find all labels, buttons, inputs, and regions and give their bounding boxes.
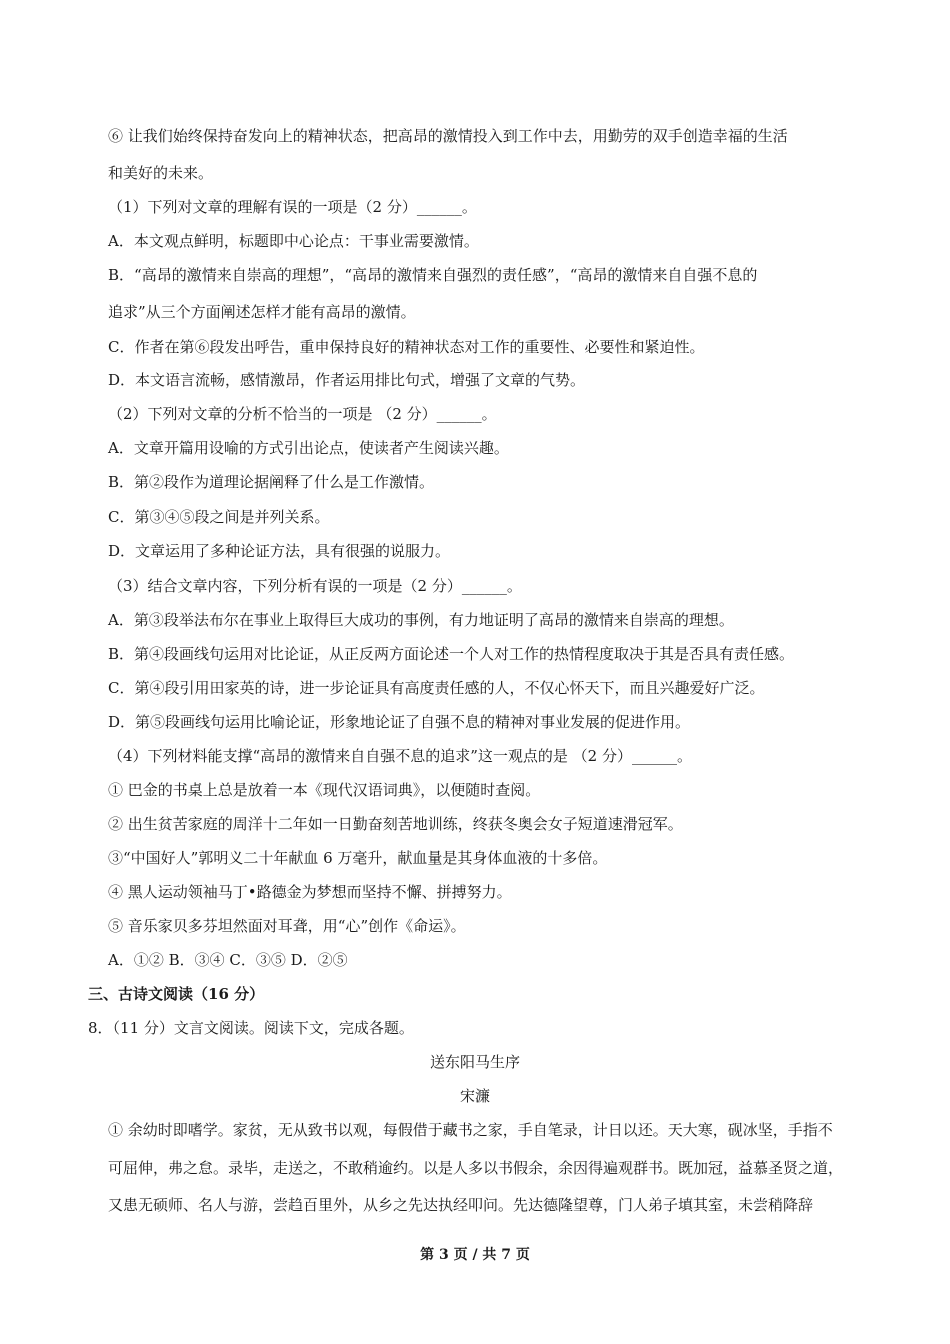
q3-option-b: B．第④段画线句运用对比论证，从正反两方面论述一个人对工作的热情程度取决于其是否具有责任感。 [108,645,795,663]
essay-title: 送东阳马生序 [429,1053,520,1071]
q4-material-3: ③“中国好人”郭明义二十年献血 6 万毫升，献血量是其身体血液的十多倍。 [108,849,608,867]
q1-option-c: C．作者在第⑥段发出呼告，重申保持良好的精神状态对工作的重要性、必要性和紧迫性。 [108,338,705,356]
section-heading: 三、古诗文阅读（16 分） [88,985,265,1003]
q4-material-4: ④ 黑人运动领袖马丁•路德金为梦想而坚持不懈、拼搏努力。 [108,883,512,901]
q4-material-1: ① 巴金的书桌上总是放着一本《现代汉语词典》，以便随时查阅。 [108,781,541,799]
q4-material-5: ⑤ 音乐家贝多芬坦然面对耳聋，用“心”创作《命运》。 [108,917,466,935]
q3-option-c: C．第④段引用田家英的诗，进一步论证具有高度责任感的人，不仅心怀天下，而且兴趣爱好广泛。 [108,679,765,697]
q1-option-d: D．本文语言流畅，感情激昂，作者运用排比句式，增强了文章的气势。 [108,371,586,389]
q2-option-c: C．第③④⑤段之间是并列关系。 [108,508,330,526]
q1-option-a: A．本文观点鲜明，标题即中心论点：干事业需要激情。 [108,232,479,250]
page-footer: 第 3 页 / 共 7 页 [420,1247,530,1263]
essay-line-3: 又患无硕师、名人与游，尝趋百里外，从乡之先达执经叩问。先达德隆望尊，门人弟子填其室，未尝稍降辞 [108,1196,814,1214]
q3-option-d: D．第⑤段画线句运用比喻论证，形象地论证了自强不息的精神对事业发展的促进作用。 [108,713,691,731]
q2-stem: （2）下列对文章的分析不恰当的一项是 （2 分）______。 [108,405,497,423]
q4-answer-options: A．①② B．③④ C．③⑤ D．②⑤ [108,951,348,969]
q2-option-a: A．文章开篇用设喻的方式引出论点，使读者产生阅读兴趣。 [108,439,509,457]
essay-line-1: ① 余幼时即嗜学。家贫，无从致书以观，每假借于藏书之家，手自笔录，计日以还。天大寒，砚冰坚，手指不 [108,1121,833,1139]
q3-option-a: A．第③段举法布尔在事业上取得巨大成功的事例，有力地证明了高昂的激情来自崇高的理想。 [108,611,734,629]
q1-option-b-line2: 追求”从三个方面阐述怎样才能有高昂的激情。 [108,303,416,321]
passage-para6-line2: 和美好的未来。 [108,164,214,182]
essay-author: 宋濂 [459,1087,490,1105]
q4-material-2: ② 出生贫苦家庭的周洋十二年如一日勤奋刻苦地训练，终获冬奥会女子短道速滑冠军。 [108,815,683,833]
q4-stem: （4）下列材料能支撑“高昂的激情来自自强不息的追求”这一观点的是 （2 分）______。 [108,747,692,765]
essay-line-2: 可屈伸，弗之怠。录毕，走送之，不敢稍逾约。以是人多以书假余，余因得遍观群书。既加冠，益慕圣贤之道， [108,1159,844,1177]
q1-stem: （1）下列对文章的理解有误的一项是（2 分）______。 [108,198,477,216]
passage-para6-line1: ⑥ 让我们始终保持奋发向上的精神状态，把高昂的激情投入到工作中去，用勤劳的双手创造幸福的生活 [108,127,788,145]
q2-option-d: D．文章运用了多种论证方法，具有很强的说服力。 [108,542,451,560]
q1-option-b-line1: B．“高昂的激情来自崇高的理想”，“高昂的激情来自强烈的责任感”，“高昂的激情来自自强不息的 [108,266,758,284]
q2-option-b: B．第②段作为道理论据阐释了什么是工作激情。 [108,473,435,491]
q8-stem: 8．（11 分）文言文阅读。阅读下文，完成各题。 [88,1019,414,1037]
q3-stem: （3）结合文章内容，下列分析有误的一项是（2 分）______。 [108,577,522,595]
